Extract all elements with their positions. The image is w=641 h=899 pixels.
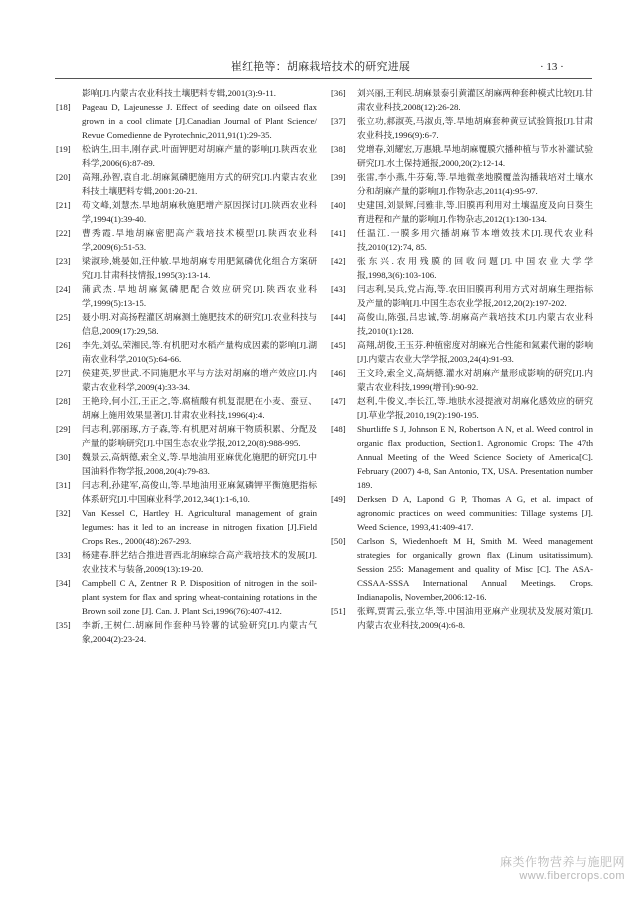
reference-number: [35] <box>56 620 71 630</box>
reference-text: 党增春,刘耀宏,万惠娥.旱地胡麻覆膜穴播种植与节水补灌试验研究[J].水土保持通报,2000,20(2):12-14. <box>357 144 593 168</box>
watermark-url: www.fibercrops.com <box>519 870 625 882</box>
reference-item <box>331 338 593 366</box>
reference-number: [24] <box>56 284 71 294</box>
reference-text: 李新,王树仁.胡麻间作套种马铃薯的试验研究[J].内蒙古气象,2004(2):23-24. <box>82 620 317 644</box>
reference-number: [46] <box>331 368 346 378</box>
reference-item <box>331 492 593 534</box>
watermark-site-name: 麻类作物营养与施肥网 <box>499 855 625 869</box>
reference-text: 闫志利,孙建军,高俊山,等.旱地油用亚麻氮磷钾平衡施肥指标体系研究[J].中国麻业科学,2012,34(1):1-6,10. <box>82 480 317 504</box>
reference-item <box>56 478 317 506</box>
reference-number: [49] <box>331 494 346 504</box>
reference-number: [20] <box>56 172 71 182</box>
reference-text: 杨建春.胖艺结合推进晋西北胡麻综合高产栽培技术的发展[J].农业技术与装备,2009(13):19-20. <box>82 550 317 574</box>
reference-text: 蒲武杰.旱地胡麻氮磷肥配合效应研究[J].陕西农业科学,1999(5):13-15. <box>82 284 317 308</box>
reference-item <box>331 422 593 492</box>
reference-item <box>56 506 317 548</box>
reference-item <box>331 142 593 170</box>
reference-item <box>56 422 317 450</box>
reference-item <box>56 100 317 142</box>
reference-item <box>331 114 593 142</box>
references-left-column <box>56 86 317 646</box>
reference-text: 高翔,孙智,袁自北.胡麻氮磷肥施用方式的研究[J].内蒙古农业科技土壤肥料专辑,2001:20-21. <box>82 172 317 196</box>
reference-text: 史建国,刘景辉,闫雅非,等.旧膜再利用对土壤温度及向日葵生育进程和产量的影响[J].作物杂志,2012(1):130-134. <box>357 200 593 224</box>
reference-text: 张立功,郝淑英,马淑贞,等.旱地胡麻套种黄豆试验简报[J].甘肃农业科技,1996(9):6-7. <box>357 116 593 140</box>
reference-number: [37] <box>331 116 346 126</box>
reference-item <box>331 198 593 226</box>
reference-item <box>56 310 317 338</box>
reference-item <box>331 534 593 604</box>
reference-number: [31] <box>56 480 71 490</box>
reference-item <box>56 548 317 576</box>
reference-text: 王文玲,索全义,高炳德.灌水对胡麻产量形成影响的研究[J].内蒙古农业科技,1999(增刊):90-92. <box>357 368 593 392</box>
reference-number: [39] <box>331 172 346 182</box>
reference-item <box>331 282 593 310</box>
reference-item <box>56 366 317 394</box>
reference-number: [47] <box>331 396 346 406</box>
reference-number: [29] <box>56 424 71 434</box>
reference-item <box>331 604 593 632</box>
reference-number: [32] <box>56 508 71 518</box>
reference-text: Carlson S, Wiedenhoeft M H, Smith M. Weed management strategies for organically grown flax (Linum usitatissimum). Session 255: Management and quality of Misc [C]. The ASA-CSSAA-SSSA International Annual Meetings. Crops. Indianapolis, November,2006:12-16. <box>357 536 593 602</box>
running-title: 崔红艳等：胡麻栽培技术的研究进展 <box>230 61 411 73</box>
reference-item <box>56 198 317 226</box>
reference-text: 侯建英,罗世武.不同施肥水平与方法对胡麻的增产效应[J].内蒙古农业科学,2009(4):33-34. <box>82 368 317 392</box>
reference-text: 闫志利,吴兵,党占海,等.农田旧膜再利用方式对胡麻生理指标及产量的影响[J].中国生态农业学报,2012,20(2):197-202. <box>357 284 593 308</box>
reference-item <box>56 282 317 310</box>
reference-number: [18] <box>56 102 71 112</box>
reference-text: 李先,刘弘,荣湘民,等.有机肥对水稻产量构成因素的影响[J].湖南农业科学,2010(5):64-66. <box>82 340 317 364</box>
reference-item <box>56 618 317 646</box>
reference-text: Derksen D A, Lapond G P, Thomas A G, et al. impact of agronomic practices on weed communities: Tillage systems [J]. Weed Science, 1993,41:409-417. <box>357 494 593 532</box>
reference-number: [45] <box>331 340 346 350</box>
reference-number: [41] <box>331 228 346 238</box>
reference-text: 高翔,胡俊,王玉芬.种植密度对胡麻光合性能和氮素代谢的影响[J].内蒙古农业大学学报,2003,24(4):91-93. <box>357 340 593 364</box>
reference-text: 王艳玲,何小江,王正之,等.腐植酸有机复混肥在小麦、蚕豆、胡麻上施用效果显著[J].甘肃农业科技,1996(4):4. <box>82 396 317 420</box>
reference-text: 聂小明.对高扬程灌区胡麻测土施肥技术的研究[J].农业科技与信息,2009(17):29,58. <box>82 312 317 336</box>
reference-number: [43] <box>331 284 346 294</box>
reference-number: [33] <box>56 550 71 560</box>
reference-text: 松讷生,田丰,刚存武.叶面钾肥对胡麻产量的影响[J].陕西农业科学,2006(6):87-89. <box>82 144 317 168</box>
header-rule <box>55 78 592 79</box>
reference-number: [38] <box>331 144 346 154</box>
reference-item <box>56 226 317 254</box>
reference-text: 梁淑珍,姚晏如,汪仲敏.旱地胡麻专用肥氮磷优化组合方案研究[J].甘肃科技情报,1995(3):13-14. <box>82 256 317 280</box>
reference-text: 闫志利,郭丽琢,方子森,等.有机肥对胡麻干物质积累、分配及产量的影响研究[J].中国生态农业学报,2012,20(8):988-995. <box>82 424 317 448</box>
reference-continuation: 影响[J].内蒙古农业科技土壤肥料专辑,2001(3):9-11. <box>82 88 276 98</box>
reference-number: [30] <box>56 452 71 462</box>
reference-text: 张辉,贾霄云,张立华,等.中国油用亚麻产业现状及发展对策[J].内蒙古农业科技,2009(4):6-8. <box>357 606 593 630</box>
reference-number: [21] <box>56 200 71 210</box>
reference-number: [23] <box>56 256 71 266</box>
reference-text: Van Kessel C, Hartley H. Agricultural management of grain legumes: has it led to an increase in nitrogen fixation [J].Field Crops Res., 2000(48):267-293. <box>82 508 317 546</box>
reference-number: [50] <box>331 536 346 546</box>
reference-text: Pageau D, Lajeunesse J. Effect of seeding date on oilseed flax grown in a cool climate [J].Canadian Journal of Plant Science/ Revue Comedienne de Pyrotechnic,2011,91(1):29-35. <box>82 102 317 140</box>
references-right-column <box>331 86 593 632</box>
reference-item <box>331 394 593 422</box>
reference-item <box>331 170 593 198</box>
reference-text: 任温江.一膜多用穴播胡麻节本增效技术[J].现代农业科技,2010(12):74, 85. <box>357 228 593 252</box>
reference-number: [19] <box>56 144 71 154</box>
reference-item <box>331 310 593 338</box>
reference-item <box>331 366 593 394</box>
reference-item <box>331 254 593 282</box>
reference-text: 曹秀霞.旱地胡麻密肥高产栽培技术模型[J].陕西农业科学,2009(6):51-53. <box>82 228 317 252</box>
reference-number: [26] <box>56 340 71 350</box>
reference-item <box>56 394 317 422</box>
reference-text: 张雷,李小燕,牛芬菊,等.旱地微垄地膜覆盖沟播栽培对土壤水分和胡麻产量的影响[J].作物杂志,2011(4):95-97. <box>357 172 593 196</box>
reference-number: [44] <box>331 312 346 322</box>
reference-number: [27] <box>56 368 71 378</box>
reference-number: [48] <box>331 424 346 434</box>
reference-item <box>331 226 593 254</box>
reference-number: [25] <box>56 312 71 322</box>
page-number: · 13 · <box>540 61 564 73</box>
reference-text: 赵利,牛俊义,李长江,等.地肤水浸提液对胡麻化感效应的研究[J].草业学报,2010,19(2):190-195. <box>357 396 593 420</box>
reference-item <box>56 450 317 478</box>
reference-item <box>56 338 317 366</box>
reference-text: 张东兴.农用残膜的回收问题[J].中国农业大学学报,1998,3(6):103-106. <box>357 256 593 280</box>
reference-item <box>56 254 317 282</box>
reference-number: [36] <box>331 88 346 98</box>
reference-number: [22] <box>56 228 71 238</box>
reference-text: 刘兴丽,王利民.胡麻景泰引黄灌区胡麻两种套种模式比较[J].甘肃农业科技,2008(12):26-28. <box>357 88 593 112</box>
reference-number: [28] <box>56 396 71 406</box>
reference-item <box>56 170 317 198</box>
reference-text: 魏景云,高炳德,索全义,等.旱地油用亚麻优化施肥的研究[J].中国油料作物学报,2008,20(4):79-83. <box>82 452 317 476</box>
reference-item <box>331 86 593 114</box>
reference-number: [42] <box>331 256 346 266</box>
reference-item <box>56 142 317 170</box>
reference-item <box>56 576 317 618</box>
reference-number: [40] <box>331 200 346 210</box>
reference-text: 高俊山,陈强,吕忠诚,等.胡麻高产栽培技术[J].内蒙古农业科技,2010(1):128. <box>357 312 593 336</box>
reference-text: 苟文峰,刘慧杰.旱地胡麻秋施肥增产原因探讨[J].陕西农业科学,1994(1):39-40. <box>82 200 317 224</box>
reference-number: [51] <box>331 606 346 616</box>
reference-text: Shurtliffe S J, Johnson E N, Robertson A N, et al. Weed control in organic flax production, Section1. Agronomic Crops: The 47th Annual Meeting of the Weed Science Society of America[C]. February (2007) 4-8, San Antonio, TX, USA. Presentation number 189. <box>357 424 593 490</box>
reference-number: [34] <box>56 578 71 588</box>
reference-text: Campbell C A, Zentner R P. Disposition of nitrogen in the soil-plant system for flax and spring wheat-containing rotations in the Brown soil zone [J]. Can. J. Plant Sci,1996(76):407-412. <box>82 578 317 616</box>
